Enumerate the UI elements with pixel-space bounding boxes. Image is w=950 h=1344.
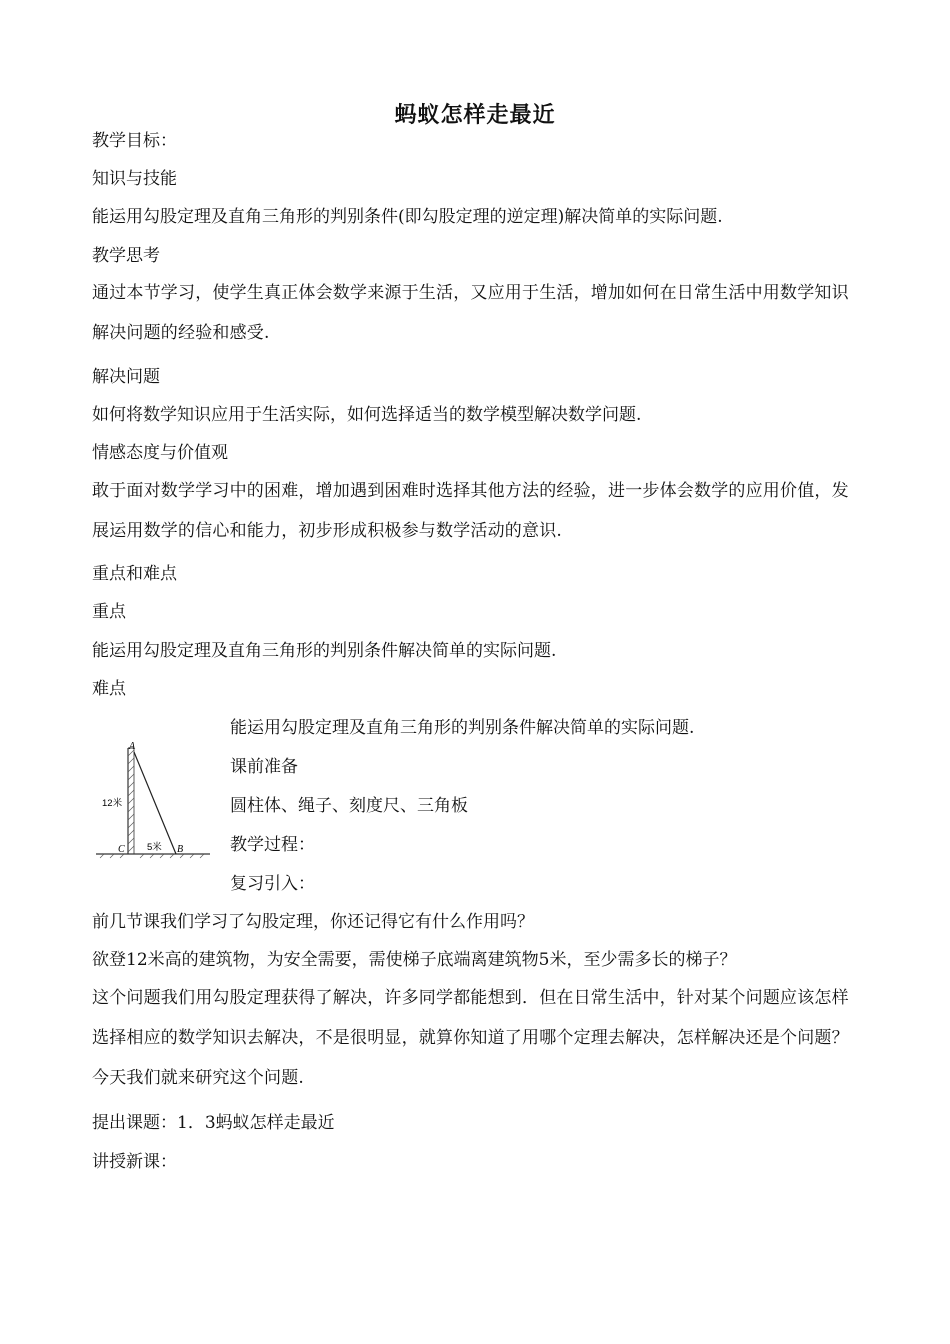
paragraph-difficulty: 能运用勾股定理及直角三角形的判别条件解决简单的实际问题. <box>230 718 695 738</box>
height-label: 12米 <box>102 798 123 809</box>
paragraph-knowledge: 能运用勾股定理及直角三角形的判别条件(即勾股定理的逆定理)解决简单的实际问题. <box>92 207 723 227</box>
paragraph-thinking: 通过本节学习，使学生真正体会数学来源于生活，又应用于生活，增加如何在日常生活中用数学知识解决问题的经验和感受. <box>92 283 849 343</box>
paragraph-introduction: 这个问题我们用勾股定理获得了解决，许多同学都能想到．但在日常生活中，针对某个问题应该怎样选择相应的数学知识去解决，不是很明显，就算你知道了用哪个定理去解决，怎样解决还是个问题？今天我们就来研究这个问题. <box>92 988 849 1088</box>
base-label: 5米 <box>147 842 162 853</box>
section-heading-process: 教学过程： <box>230 835 315 855</box>
page-title: 蚂蚁怎样走最近 <box>394 102 556 128</box>
section-heading-attitude: 情感态度与价值观 <box>92 443 228 463</box>
paragraph-topic: 提出课题：1．3蚂蚁怎样走最近 <box>92 1113 335 1133</box>
section-heading-knowledge: 知识与技能 <box>92 169 177 189</box>
vertex-label-a: A <box>129 741 136 752</box>
wall-hatching <box>128 750 134 852</box>
section-heading-thinking: 教学思考 <box>92 246 160 266</box>
ladder-triangle-figure <box>92 738 214 864</box>
ladder-line <box>134 752 176 854</box>
paragraph-attitude: 敢于面对数学学习中的困难，增加遇到困难时选择其他方法的经验，进一步体会数学的应用价值，发展运用数学的信心和能力，初步形成积极参与数学活动的意识. <box>92 481 849 541</box>
paragraph-ladder-problem: 欲登12米高的建筑物，为安全需要，需使梯子底端离建筑物5米，至少需多长的梯子？ <box>92 950 737 970</box>
paragraph-focus: 能运用勾股定理及直角三角形的判别条件解决简单的实际问题. <box>92 641 557 661</box>
section-heading-objectives: 教学目标： <box>92 131 177 151</box>
section-heading-preparation: 课前准备 <box>230 757 298 777</box>
vertex-label-c: C <box>118 844 125 855</box>
section-heading-new-lesson: 讲授新课： <box>92 1152 177 1172</box>
paragraph-problem-solving: 如何将数学知识应用于生活实际，如何选择适当的数学模型解决数学问题. <box>92 405 642 425</box>
section-heading-problem-solving: 解决问题 <box>92 367 160 387</box>
section-heading-difficulty: 难点 <box>92 679 126 699</box>
vertex-label-b: B <box>177 844 184 855</box>
section-heading-focus: 重点 <box>92 602 126 622</box>
paragraph-materials: 圆柱体、绳子、刻度尺、三角板 <box>230 796 468 816</box>
section-heading-key-points: 重点和难点 <box>92 564 177 584</box>
section-heading-review: 复习引入： <box>230 874 315 894</box>
paragraph-review-question: 前几节课我们学习了勾股定理，你还记得它有什么作用吗？ <box>92 912 534 932</box>
